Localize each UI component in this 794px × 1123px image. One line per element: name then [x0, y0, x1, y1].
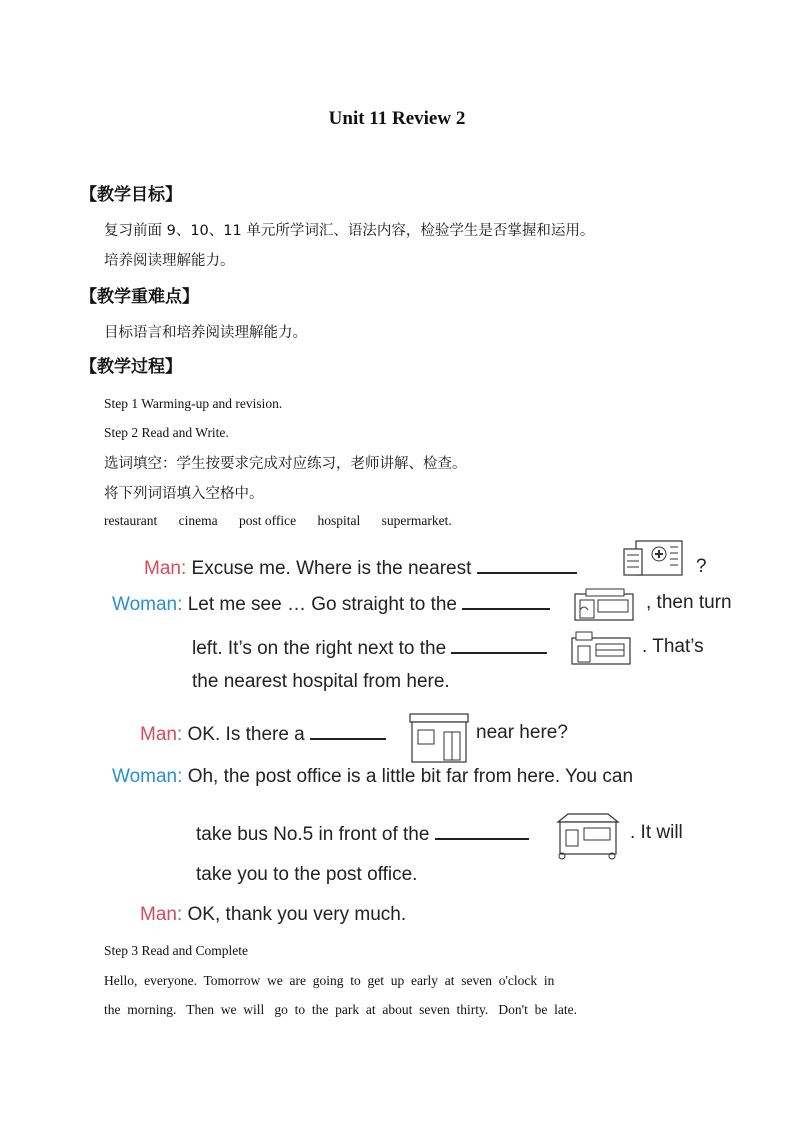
speaker-man: Man:: [140, 724, 183, 745]
dialogue-line-3: [192, 636, 547, 660]
word-item: restaurant: [104, 513, 158, 528]
dialogue-line-6: [112, 766, 633, 788]
answer-blank-4[interactable]: [310, 722, 386, 740]
instruction-1: 选词填空：学生按要求完成对应练习，老师讲解、检查。: [104, 456, 467, 472]
page-title: Unit 11 Review 2: [328, 108, 466, 129]
dialogue-text: Let me see … Go straight to the: [187, 594, 457, 615]
step-3-paragraph-line-1: Hello, everyone. Tomorrow we are going to get up early at seven o'clock in: [104, 973, 555, 988]
objective-line-1: 复习前面 9、10、11 单元所学词汇、语法内容，检验学生是否掌握和运用。: [104, 223, 595, 239]
speaker-man: Man:: [140, 904, 183, 925]
dialogue-text: Excuse me. Where is the nearest: [191, 558, 472, 579]
dialogue-line-7-end: . It will: [630, 822, 683, 843]
hospital-building-icon: [622, 533, 688, 579]
dialogue-text: Oh, the post office is a little bit far from here. You can: [187, 766, 634, 787]
dialogue-line-3-end: . That’s: [642, 636, 704, 657]
dialogue-line-1-end: ?: [696, 556, 707, 577]
instruction-2: 将下列词语填入空格中。: [104, 486, 264, 502]
word-item: supermarket.: [381, 513, 452, 528]
step-1: Step 1 Warming-up and revision.: [104, 396, 283, 411]
step-2: Step 2 Read and Write.: [104, 425, 229, 440]
word-bank: [104, 513, 470, 529]
cinema-building-icon: [554, 810, 622, 860]
word-item: cinema: [178, 513, 218, 528]
speaker-woman: Woman:: [112, 594, 183, 615]
objectives-heading: 【教学目标】: [80, 185, 182, 205]
supermarket-building-icon: [572, 586, 638, 622]
dialogue-line-2: [112, 592, 550, 616]
key-point-line-1: 目标语言和培养阅读理解能力。: [104, 325, 307, 341]
dialogue-text: OK, thank you very much.: [187, 904, 407, 925]
answer-blank-2[interactable]: [462, 592, 550, 610]
key-points-heading: 【教学重难点】: [80, 287, 199, 307]
dialogue-text: take bus No.5 in front of the: [196, 824, 430, 845]
step-3-heading: Step 3 Read and Complete: [104, 943, 248, 958]
objective-line-2: 培养阅读理解能力。: [104, 253, 235, 269]
dialogue-line-7: [196, 822, 529, 846]
speaker-man: Man:: [144, 558, 187, 579]
dialogue-line-1: [144, 556, 577, 580]
step-3-paragraph-line-2: the morning. Then we will go to the park at about seven thirty. Don't be late.: [104, 1002, 577, 1017]
dialogue-line-5-end: near here?: [476, 722, 568, 743]
post-office-building-icon: [408, 712, 470, 764]
answer-blank-5[interactable]: [435, 822, 529, 840]
word-item: hospital: [317, 513, 361, 528]
restaurant-building-icon: [568, 630, 634, 666]
dialogue-text: OK. Is there a: [187, 724, 305, 745]
answer-blank-3[interactable]: [451, 636, 547, 654]
process-heading: 【教学过程】: [80, 357, 182, 377]
word-item: post office: [238, 513, 297, 528]
dialogue-line-8: take you to the post office.: [196, 864, 418, 885]
dialogue-line-4: the nearest hospital from here.: [192, 671, 450, 692]
dialogue-text: left. It’s on the right next to the: [192, 638, 447, 659]
answer-blank-1[interactable]: [477, 556, 577, 574]
dialogue-line-9: [140, 904, 406, 926]
dialogue-line-5: [140, 722, 386, 746]
dialogue-line-2-end: , then turn: [646, 592, 732, 613]
speaker-woman: Woman:: [112, 766, 183, 787]
